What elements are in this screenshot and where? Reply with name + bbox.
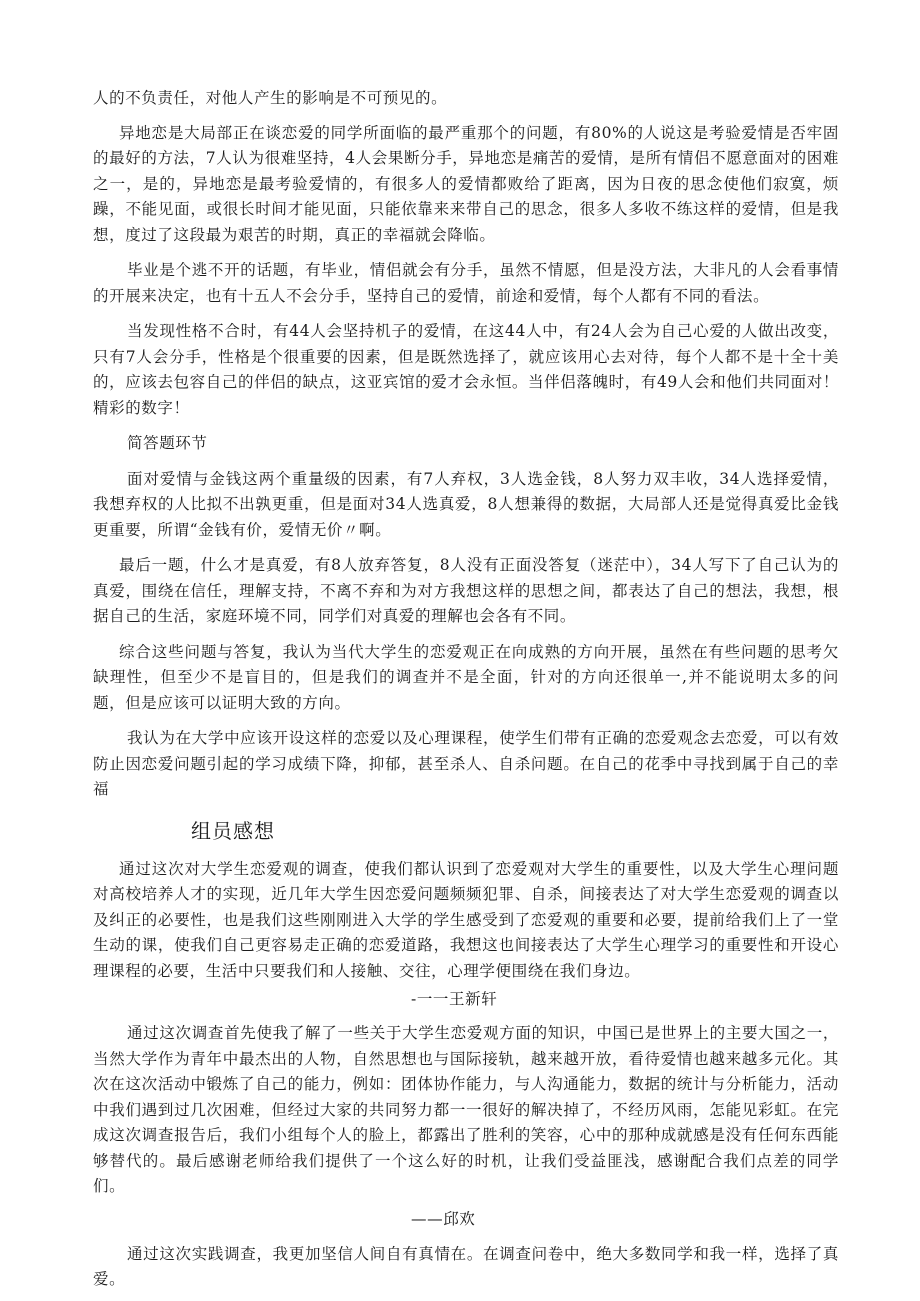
section-heading: 组员感想 (191, 818, 275, 843)
paragraph-graduation: 毕业是个逃不开的话题，有毕业，情侣就会有分手，虽然不情愿，但是没方法，大非凡的人会看事情的开展来决定，也有十五人不会分手，坚持自己的爱情，前途和爱情，每个人都有不同的看法。 (93, 261, 839, 305)
paragraph-intro-continuation: 人的不负责任，对他人产生的影响是不可预见的。 (93, 89, 448, 107)
paragraph-summary: 综合这些问题与答复，我认为当代大学生的恋爱观正在向成熟的方向开展，虽然在有些问题的思考欠缺理性，但至少不是盲目的，但是我们的调查并不是全面，针对的方向还很单一,并不能说明太多的问题，但是应该可以证明大致的方向。 (93, 642, 839, 712)
reflection-paragraph: 通过这次调查首先使我了解了一些关于大学生恋爱观方面的知识，中国已是世界上的主要大国之一，当然大学作为青年中最杰出的人物，自然思想也与国际接轨，越来越开放，看待爱情也越来越多元化。其次在这次活动中锻炼了自己的能力，例如：团体协作能力，与人沟通能力，数据的统计与分析能力，活动中我们遇到过几次困难，但经过大家的共同努力都一一很好的解决掉了，不经历风雨，怎能见彩虹。在完成这次调查报告后，我们小组每个人的脸上，都露出了胜利的笑容，心中的那种成就感是没有任何东西能够替代的。最后感谢老师给我们提供了一个这么好的时机，让我们受益匪浅，感谢配合我们点差的同学们。 (93, 1024, 839, 1195)
reflection-signature: -一一王新轩 (411, 990, 498, 1008)
paragraph-true-love: 最后一题，什么才是真爱，有8人放弃答复，8人没有正面没答复（迷茫中），34人写下了自己认为的真爱，围绕在信任，理解支持，不离不弃和为对方我想这样的思想之间，都表达了自己的想法，我想，根据自己的生活，家庭环境不同，同学们对真爱的理解也会各有不同。 (93, 556, 839, 625)
subheading-short-answer: 简答题环节 (127, 434, 208, 452)
document-page (93, 86, 839, 1293)
reflection-paragraph: 通过这次对大学生恋爱观的调查，使我们都认识到了恋爱观对大学生的重要性，以及大学生心理问题对高校培养人才的实现，近几年大学生因恋爱问题频频犯罪、自杀，间接表达了对大学生恋爱观的调查以及纠正的必要性，也是我们这些刚刚进入大学的学生感受到了恋爱观的重要和必要，提前给我们上了一堂生动的课，使我们自己更容易走正确的恋爱道路，我想这也间接表达了大学生心理学习的重要性和开设心理课程的必要，生活中只要我们和人接触、交往，心理学便围绕在我们身边。 (93, 859, 839, 980)
reflection-paragraph: 通过这次实践调查，我更加坚信人间自有真情在。在调查问卷中，绝大多数同学和我一样，选择了真爱。 (93, 1244, 839, 1288)
reflection-signature: ——邱欢 (411, 1209, 476, 1228)
paragraph-personality: 当发现性格不合时，有44人会坚持机子的爱情，在这44人中，有24人会为自己心爱的人做出改变，只有7人会分手，性格是个很重要的因素，但是既然选择了，就应该用心去对待，每个人都不是十全十美的，应该去包容自己的伴侣的缺点，这亚宾馆的爱才会永恒。当伴侣落魄时，有49人会和他们共同面对！精彩的数字！ (93, 322, 839, 417)
paragraph-recommendation: 我认为在大学中应该开设这样的恋爱以及心理课程，使学生们带有正确的恋爱观念去恋爱，可以有效防止因恋爱问题引起的学习成绩下降，抑郁，甚至杀人、自杀问题。在自己的花季中寻找到属于自己的幸福 (93, 729, 839, 798)
paragraph-long-distance: 异地恋是大局部正在谈恋爱的同学所面临的最严重那个的问题，有80%的人说这是考验爱情是否牢固的最好的方法，7人认为很难坚持，4人会果断分手，异地恋是痛苦的爱情，是所有情侣不愿意面对的困难之一，是的，异地恋是最考验爱情的，有很多人的爱情都败给了距离，因为日夜的思念使他们寂寞，烦躁，不能见面，或很长时间才能见面，只能依靠来来带自己的思念，很多人多收不练这样的爱情，但是我想，度过了这段最为艰苦的时期，真正的幸福就会降临。 (93, 123, 839, 244)
paragraph-love-vs-money: 面对爱情与金钱这两个重量级的因素，有7人弃权，3人选金钱，8人努力双丰收，34人选择爱情，我想弃权的人比拟不出孰更重，但是面对34人选真爱，8人想兼得的数据，大局部人还是觉得真爱比金钱更重要，所谓“金钱有价，爱情无价〃啊。 (93, 469, 839, 539)
